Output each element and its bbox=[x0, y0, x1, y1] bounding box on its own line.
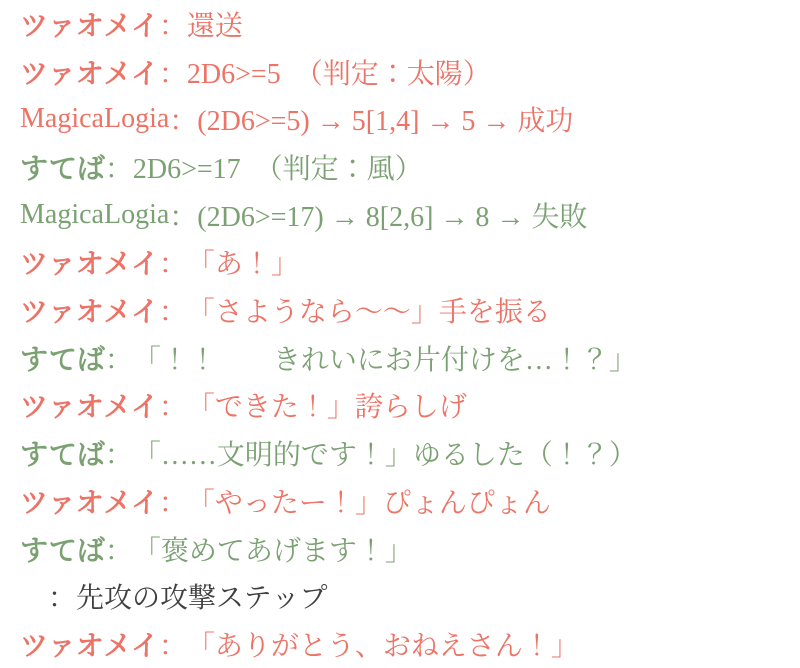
message-text: 「！！ きれいにお片付けを…！？」 bbox=[132, 344, 637, 376]
message-text: 2D6>=5 （判定：太陽） bbox=[186, 58, 491, 90]
chat-message bbox=[20, 572, 800, 620]
chat-message bbox=[20, 239, 800, 287]
name-separator: ： bbox=[158, 392, 187, 424]
message-text: 「ありがとう、おねえさん！」 bbox=[186, 630, 579, 662]
chat-message bbox=[20, 0, 800, 48]
speaker-name: すてば bbox=[20, 535, 105, 567]
name-separator: ： bbox=[169, 201, 198, 233]
chat-message bbox=[20, 48, 800, 96]
name-separator: ： bbox=[158, 630, 187, 662]
message-text: (2D6>=17) → 8[2,6] → 8 → 失敗 bbox=[197, 201, 588, 233]
name-separator: ： bbox=[104, 344, 133, 376]
speaker-name: ツァオメイ bbox=[20, 487, 159, 519]
name-separator: ： bbox=[104, 535, 133, 567]
name-separator: ： bbox=[169, 106, 198, 138]
speaker-name: すてば bbox=[20, 440, 105, 472]
message-text: 「……文明的です！」ゆるした（！？） bbox=[132, 440, 637, 472]
speaker-name: ツァオメイ bbox=[20, 297, 159, 329]
chat-message bbox=[20, 477, 800, 525]
name-separator: ： bbox=[158, 487, 187, 519]
speaker-name: MagicaLogia bbox=[20, 198, 170, 230]
name-separator: ： bbox=[104, 440, 133, 472]
name-separator: ： bbox=[158, 297, 187, 329]
message-text: (2D6>=5) → 5[1,4] → 5 → 成功 bbox=[197, 106, 574, 138]
speaker-name: ツァオメイ bbox=[20, 10, 159, 42]
message-text: 「できた！」誇らしげ bbox=[186, 392, 467, 424]
chat-message bbox=[20, 429, 800, 477]
chat-message bbox=[20, 191, 800, 239]
message-text: 2D6>=17 （判定：風） bbox=[132, 153, 423, 185]
name-separator: ： bbox=[158, 249, 187, 281]
name-separator: ： bbox=[158, 10, 187, 42]
chat-message bbox=[20, 620, 800, 668]
message-text: 「やったー！」ぴょんぴょん bbox=[186, 487, 551, 519]
chat-message bbox=[20, 525, 800, 573]
name-separator: ： bbox=[48, 583, 77, 615]
speaker-name: すてば bbox=[20, 344, 105, 376]
speaker-name: すてば bbox=[20, 153, 105, 185]
speaker-name: ツァオメイ bbox=[20, 392, 159, 424]
message-text: 「褒めてあげます！」 bbox=[132, 535, 413, 567]
speaker-name: MagicaLogia bbox=[20, 103, 170, 135]
chat-message bbox=[20, 143, 800, 191]
name-separator: ： bbox=[158, 58, 187, 90]
speaker-name bbox=[20, 576, 48, 616]
chat-message bbox=[20, 95, 800, 143]
message-text: 「あ！」 bbox=[186, 249, 299, 281]
message-text: 先攻の攻撃ステップ bbox=[76, 583, 328, 615]
message-text: 「さようなら〜〜」手を振る bbox=[186, 297, 551, 329]
chat-message bbox=[20, 382, 800, 430]
name-separator: ： bbox=[104, 153, 133, 185]
chat-message bbox=[20, 286, 800, 334]
speaker-name: ツァオメイ bbox=[20, 249, 159, 281]
message-text: 還送 bbox=[186, 10, 243, 42]
speaker-name: ツァオメイ bbox=[20, 58, 159, 90]
chat-message bbox=[20, 334, 800, 382]
speaker-name: ツァオメイ bbox=[20, 630, 159, 662]
